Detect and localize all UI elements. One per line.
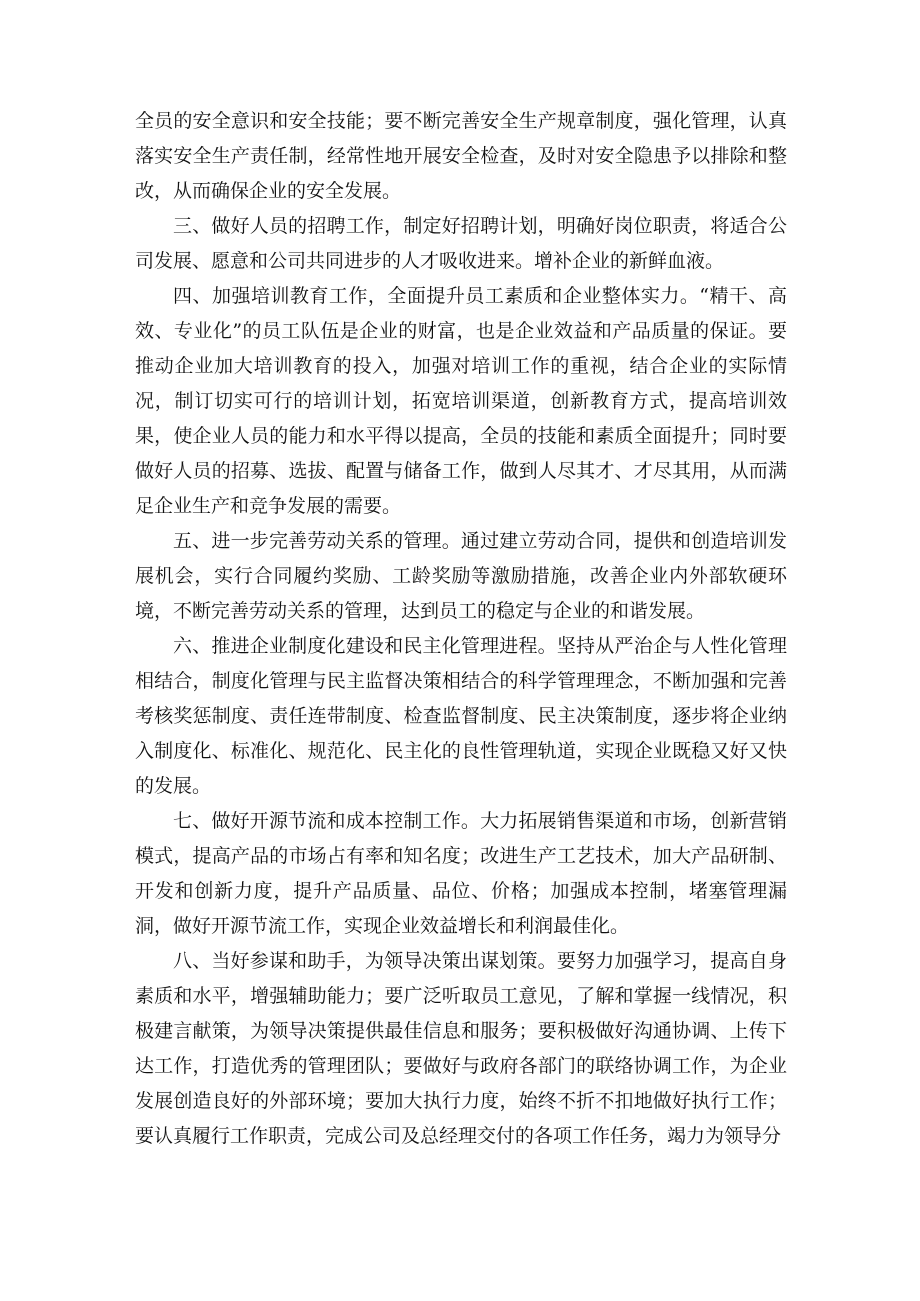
paragraph-safety-continued: 全员的安全意识和安全技能；要不断完善安全生产规章制度，强化管理，认真落实安全生产责任制，经常性地开展安全检查，及时对安全隐患予以排除和整改，从而确保企业的安全发展。 — [135, 110, 787, 202]
paragraph-training: 四、加强培训教育工作，全面提升员工素质和企业整体实力。“精干、高效、专业化”的员工队伍是企业的财富，也是企业效益和产品质量的保证。要推动企业加大培训教育的投入，加强对培训工作的重视，结合企业的实际情况，制订切实可行的培训计划，拓宽培训渠道，创新教育方式，提高培训效果，使企业人员的能力和水平得以提高，全员的技能和素质全面提升；同时要做好人员的招募、选拔、配置与储备工作，做到人尽其才、才尽其用，从而满足企业生产和竞争发展的需要。 — [135, 285, 787, 517]
paragraph-labor-relations: 五、进一步完善劳动关系的管理。通过建立劳动合同，提供和创造培训发展机会，实行合同履约奖励、工龄奖励等激励措施，改善企业内外部软硬环境，不断完善劳动关系的管理，达到员工的稳定与企业的和谐发展。 — [135, 530, 787, 622]
document-body — [135, 104, 787, 1154]
paragraph-advisory: 八、当好参谋和助手，为领导决策出谋划策。要努力加强学习，提高自身素质和水平，增强辅助能力；要广泛听取员工意见，了解和掌握一线情况，积极建言献策，为领导决策提供最佳信息和服务；要积极做好沟通协调、上传下达工作，打造优秀的管理团队；要做好与政府各部门的联络协调工作，为企业发展创造良好的外部环境；要加大执行力度，始终不折不扣地做好执行工作；要认真履行工作职责，完成公司及总经理交付的各项工作任务，竭力为领导分 — [135, 950, 787, 1147]
paragraph-cost-control: 七、做好开源节流和成本控制工作。大力拓展销售渠道和市场，创新营销模式，提高产品的市场占有率和知名度；改进生产工艺技术，加大产品研制、开发和创新力度，提升产品质量、品位、价格；加强成本控制，堵塞管理漏洞，做好开源节流工作，实现企业效益增长和利润最佳化。 — [135, 810, 787, 937]
paragraph-recruitment: 三、做好人员的招聘工作，制定好招聘计划，明确好岗位职责，将适合公司发展、愿意和公司共同进步的人才吸收进来。增补企业的新鲜血液。 — [135, 215, 787, 272]
paragraph-institutionalization: 六、推进企业制度化建设和民主化管理进程。坚持从严治企与人性化管理相结合，制度化管理与民主监督决策相结合的科学管理理念，不断加强和完善考核奖惩制度、责任连带制度、检查监督制度、民主决策制度，逐步将企业纳入制度化、标准化、规范化、民主化的良性管理轨道，实现企业既稳又好又快的发展。 — [135, 635, 787, 797]
